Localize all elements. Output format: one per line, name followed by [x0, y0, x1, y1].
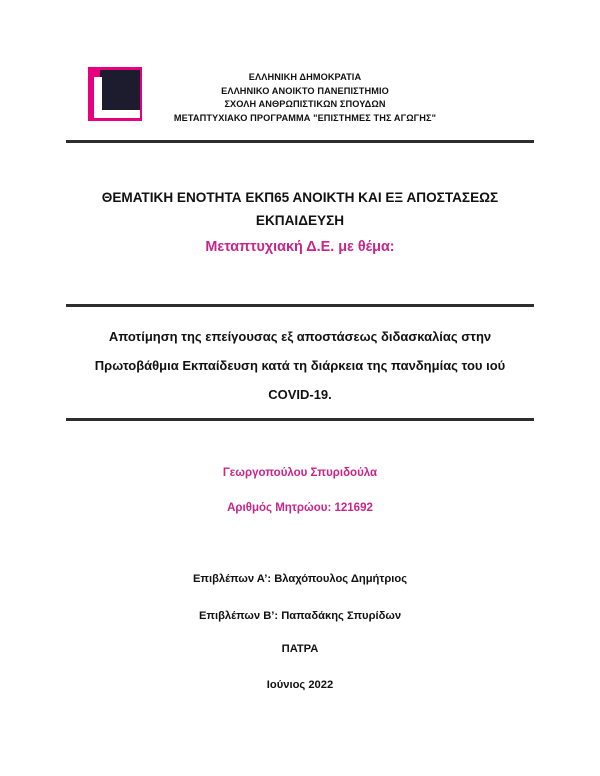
university-logo-icon: [88, 67, 142, 121]
thesis-title-line-1: Αποτίμηση της επείγουσας εξ αποστάσεως διδασκαλίας στην: [108, 329, 492, 344]
title-divider-top: [66, 304, 534, 307]
course-title-line-1: ΘΕΜΑΤΙΚΗ ΕΝΟΤΗΤΑ ΕΚΠ65 ΑΝΟΙΚΤΗ ΚΑΙ ΕΞ ΑΠΟΣΤΑΣΕΩΣ: [101, 190, 499, 205]
course-title-line-2: ΕΚΠΑΙΔΕΥΣΗ: [255, 213, 345, 228]
registration-number: Αριθμός Μητρώου: 121692: [227, 502, 373, 514]
institution-block: [150, 71, 460, 125]
supervisor-a: Επιβλέπων Α’: Βλαχόπουλος Δημήτριος: [192, 573, 408, 585]
thesis-type-label: Μεταπτυχιακή Δ.Ε. με θέμα:: [205, 239, 395, 255]
header-divider: [66, 140, 534, 143]
supervisor-b: Επιβλέπων Β’: Παπαδάκης Σπυρίδων: [198, 610, 402, 622]
city: ΠΑΤΡΑ: [281, 643, 319, 655]
thesis-title: [66, 322, 534, 409]
thesis-title-line-2: Πρωτοβάθμια Εκπαίδευση κατά τη διάρκεια της πανδημίας του ιού: [94, 358, 506, 373]
institution-line-3: ΣΧΟΛΗ ΑΝΘΡΩΠΙΣΤΙΚΩΝ ΣΠΟΥΔΩΝ: [224, 99, 386, 110]
date: Ιούνιος 2022: [266, 679, 334, 691]
title-divider-bottom: [66, 418, 534, 421]
institution-line-2: ΕΛΛΗΝΙΚΟ ΑΝΟΙΚΤΟ ΠΑΝΕΠΙΣΤΗΜΙΟ: [221, 85, 389, 96]
author-name: Γεωργοπούλου Σπυριδούλα: [222, 467, 378, 479]
thesis-title-line-3: COVID-19.: [268, 387, 332, 402]
institution-line-4: ΜΕΤΑΠΤΥΧΙΑΚΟ ΠΡΟΓΡΑΜΜΑ "ΕΠΙΣΤΗΜΕΣ ΤΗΣ ΑΓΩΓΗΣ": [173, 112, 437, 123]
course-title: [66, 186, 534, 232]
institution-line-1: ΕΛΛΗΝΙΚΗ ΔΗΜΟΚΡΑΤΙΑ: [248, 72, 362, 82]
